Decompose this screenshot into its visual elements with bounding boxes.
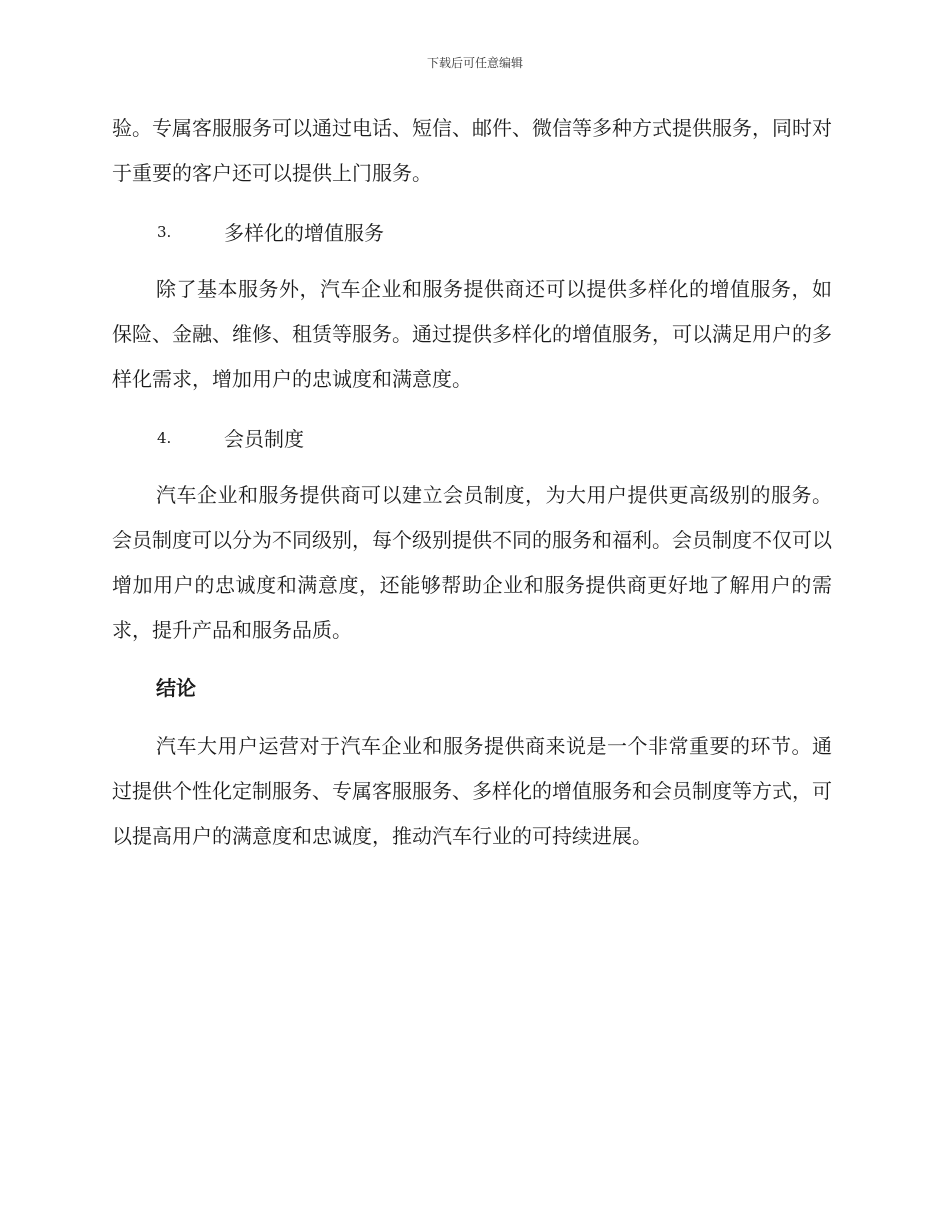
paragraph-continuation: 验。专属客服服务可以通过电话、短信、邮件、微信等多种方式提供服务，同时对于重要的客户还可以提供上门服务。: [112, 116, 832, 185]
section-title-3: 多样化的增值服务: [224, 221, 384, 245]
page-header: 下载后可任意编辑: [426, 56, 523, 70]
paragraph-value-added-services: 除了基本服务外，汽车企业和服务提供商还可以提供多样化的增值服务，如保险、金融、维修、租赁等服务。通过提供多样化的增值服务，可以满足用户的多样化需求，增加用户的忠诚度和满意度。: [112, 277, 832, 391]
section-number-3: 3.: [157, 222, 172, 241]
paragraph-conclusion: 汽车大用户运营对于汽车企业和服务提供商来说是一个非常重要的环节。通过提供个性化定制服务、专属客服服务、多样化的增值服务和会员制度等方式，可以提高用户的满意度和忠诚度，推动汽车行业的可持续进展。: [112, 734, 832, 848]
document-body: [112, 106, 832, 859]
paragraph-membership: 汽车企业和服务提供商可以建立会员制度，为大用户提供更高级别的服务。会员制度可以分为不同级别，每个级别提供不同的服务和福利。会员制度不仅可以增加用户的忠诚度和满意度，还能够帮助企业和服务提供商更好地了解用户的需求，提升产品和服务品质。: [112, 483, 832, 642]
section-title-4: 会员制度: [224, 427, 304, 451]
conclusion-heading: 结论: [156, 676, 196, 700]
section-heading-4: [112, 415, 832, 460]
section-heading-3: [112, 209, 832, 254]
section-number-4: 4.: [157, 428, 172, 447]
